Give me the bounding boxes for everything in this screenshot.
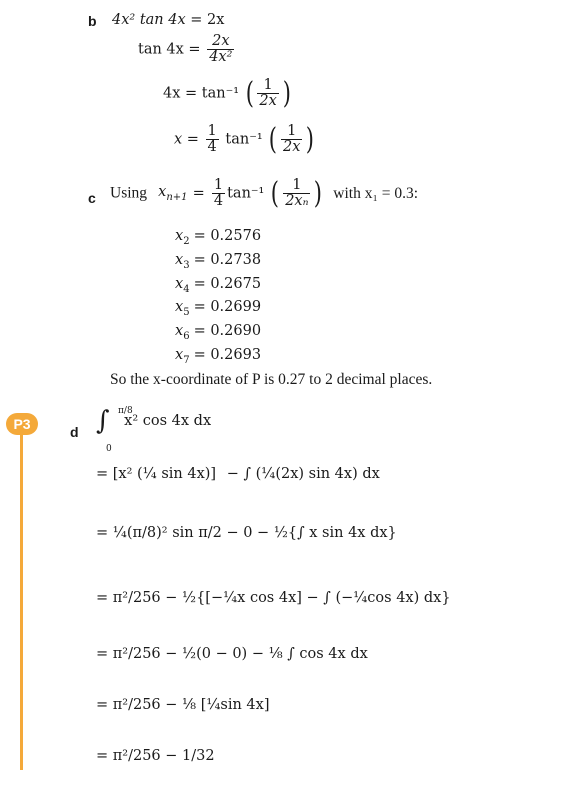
iteration-value: = 0.2675 xyxy=(193,275,262,292)
iteration-variable: x xyxy=(175,275,184,292)
part-d-line-6: = π²/256 − ⅛ [¼sin 4x] xyxy=(96,697,270,713)
part-c-with-text: with x₁ = 0.3: xyxy=(333,184,419,202)
part-b-line-4-function: tan⁻¹ xyxy=(225,131,263,148)
fraction-denominator: 2x xyxy=(283,139,301,156)
fraction-numerator: 1 xyxy=(213,177,224,193)
part-b-line-1-rhs: = 2x xyxy=(190,12,225,28)
formula-lhs-var: x xyxy=(158,184,167,201)
iteration-subscript: 4 xyxy=(183,283,190,295)
part-b-line-1-lhs: 4x² tan 4x xyxy=(112,12,186,28)
iteration-row xyxy=(175,299,261,318)
left-paren: ( xyxy=(269,121,278,157)
formula-lhs xyxy=(158,184,188,204)
fraction-numerator: 1 xyxy=(292,177,302,193)
part-b-line-1 xyxy=(112,12,224,28)
fraction-numerator: 1 xyxy=(287,123,297,139)
formula-function: tan⁻¹ xyxy=(227,185,265,202)
iteration-subscript: 5 xyxy=(183,307,190,319)
p3-margin-rule xyxy=(20,434,23,770)
part-c-conclusion: So the x-coordinate of P is 0.27 to 2 decimal places. xyxy=(110,371,433,388)
part-b-line-4-fraction xyxy=(281,124,302,155)
part-d-line-2-a: = [x² (¼ sin 4x)] xyxy=(96,466,217,482)
part-d-line-1 xyxy=(96,408,211,458)
part-b-label: b xyxy=(88,13,97,29)
part-b-line-2 xyxy=(138,34,236,65)
formula-argument xyxy=(283,178,310,209)
iteration-variable: x xyxy=(175,299,184,316)
iteration-subscript: 3 xyxy=(183,259,190,271)
left-paren: ( xyxy=(271,175,280,211)
iteration-variable: x xyxy=(175,251,184,268)
iteration-value: = 0.2699 xyxy=(193,299,262,316)
formula-lhs-sub: n+1 xyxy=(166,192,188,204)
part-d-line-3: = ¼(π/8)² sin π/2 − 0 − ½{∫ x sin 4x dx} xyxy=(96,525,397,541)
iteration-subscript: 7 xyxy=(183,355,190,366)
right-paren: ) xyxy=(282,75,291,111)
iteration-row xyxy=(175,347,261,366)
fraction-numerator: 1 xyxy=(263,77,273,93)
iteration-variable: x xyxy=(175,228,184,244)
iteration-row xyxy=(175,276,261,295)
part-d-label: d xyxy=(70,424,79,440)
integral-sign: ∫ xyxy=(96,406,110,436)
part-d-line-7: = π²/256 − 1/32 xyxy=(96,748,215,764)
iteration-variable: x xyxy=(175,347,184,363)
part-c-label: c xyxy=(88,190,96,206)
iteration-value: = 0.2576 xyxy=(193,228,262,244)
fraction-numerator: 2x xyxy=(212,33,230,49)
part-d-line-1-integrand: x² cos 4x dx xyxy=(124,413,212,429)
part-b-line-4-lhs: x = xyxy=(174,131,199,148)
part-b-line-2-lhs: tan 4x = xyxy=(138,41,201,58)
part-b-line-4-coefficient xyxy=(206,124,219,155)
part-b-line-3-lhs: 4x = tan⁻¹ xyxy=(163,85,240,102)
iteration-row xyxy=(175,228,261,247)
formula-coefficient xyxy=(212,178,225,209)
iteration-variable: x xyxy=(175,323,184,340)
iteration-value: = 0.2690 xyxy=(193,323,262,340)
part-d-line-4: = π²/256 − ½{[−¼x cos 4x] − ∫ (−¼cos 4x) dx} xyxy=(96,590,451,606)
integral-upper-limit: π/8 xyxy=(118,406,133,416)
formula-equals: = xyxy=(192,185,205,202)
iteration-subscript: 2 xyxy=(183,236,190,247)
fraction-denominator: 4 xyxy=(213,193,224,210)
part-c-intro: Using xyxy=(110,184,148,202)
right-paren: ) xyxy=(306,121,315,157)
part-d-line-5: = π²/256 − ½(0 − 0) − ⅛ ∫ cos 4x dx xyxy=(96,646,368,662)
right-paren: ) xyxy=(314,175,323,211)
fraction-denominator: 2x xyxy=(259,93,277,110)
fraction-denominator: 4 xyxy=(207,139,217,156)
iteration-subscript: 6 xyxy=(183,331,190,343)
p3-badge: P3 xyxy=(6,413,38,435)
part-b-line-2-fraction xyxy=(207,34,234,65)
iteration-row xyxy=(175,252,261,271)
part-c-formula-line xyxy=(110,175,419,211)
part-b-line-4 xyxy=(174,121,316,157)
integral-lower-limit: 0 xyxy=(106,444,112,454)
fraction-denominator: 2xₙ xyxy=(285,193,309,210)
left-paren: ( xyxy=(245,75,254,111)
fraction-numerator: 1 xyxy=(207,123,217,139)
iteration-value: = 0.2738 xyxy=(193,251,262,268)
part-b-line-3 xyxy=(163,75,293,111)
iteration-value: = 0.2693 xyxy=(193,347,262,363)
part-d-line-2 xyxy=(96,466,380,482)
fraction-denominator: 4x² xyxy=(209,49,233,66)
part-d-line-2-b: − ∫ (¼(2x) sin 4x) dx xyxy=(226,466,380,482)
iteration-row xyxy=(175,323,261,342)
part-b-line-3-fraction xyxy=(257,78,278,109)
